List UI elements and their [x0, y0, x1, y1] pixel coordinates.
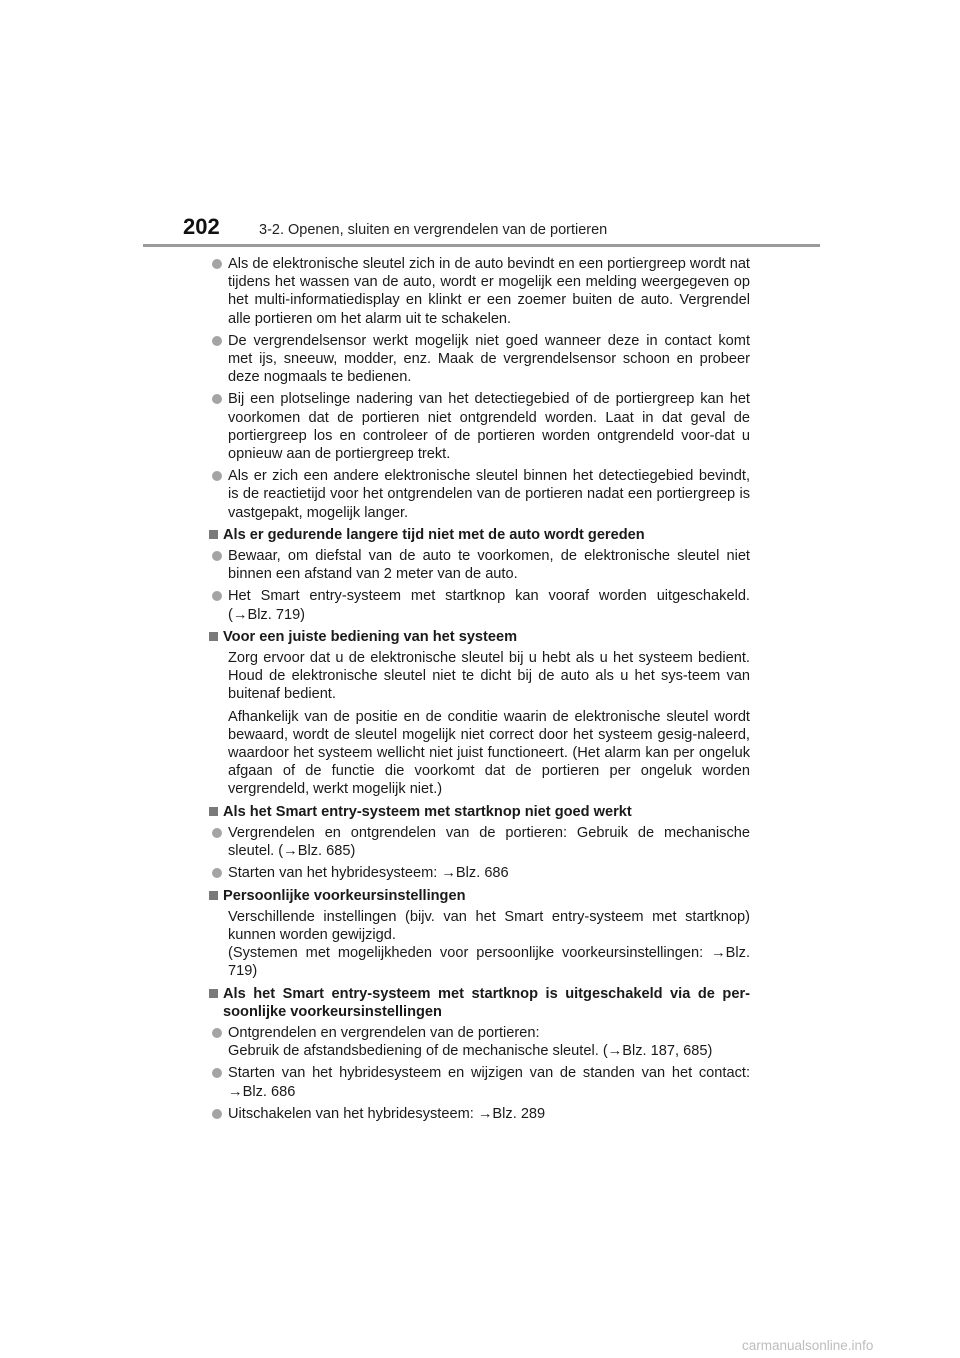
header-divider	[143, 244, 820, 247]
bullet-item: Starten van het hybridesysteem en wijzigen van de standen van het contact: →Blz. 686	[210, 1064, 750, 1100]
bullet-item: Ontgrendelen en vergrendelen van de portieren: Gebruik de afstandsbediening of de mechanische sleutel. (→Blz. 187, 685)	[210, 1024, 750, 1060]
section-heading: Voor een juiste bediening van het systeem	[210, 628, 750, 646]
paragraph: Afhankelijk van de positie en de conditie waarin de elektronische sleutel wordt bewaard, wordt de sleutel mogelijk niet correct door het systeem gesig-naleerd, waardoor het systeem wellicht niet juist functioneert. (Het alarm kan per ongeluk afgaan of de functie die voorkomt dat de portieren per ongeluk worden vergrendeld, werkt mogelijk niet.)	[228, 708, 750, 798]
section-title: 3-2. Openen, sluiten en vergrendelen van de portieren	[259, 222, 608, 238]
bullet-item: Als er zich een andere elektronische sleutel binnen het detectiegebied bevindt, is de reactietijd voor het ontgrendelen van de portieren nadat een portiergreep is vastgepakt, mogelijk langer.	[210, 467, 750, 522]
bullet-item: Uitschakelen van het hybridesysteem: →Blz. 289	[210, 1105, 750, 1123]
watermark: carmanualsonline.info	[742, 1338, 874, 1353]
section-heading: Als het Smart entry-systeem met startknop is uitgeschakeld via de per-soonlijke voorkeursinstellingen	[210, 985, 750, 1021]
bullet-item: Bij een plotselinge nadering van het detectiegebied of de portiergreep kan het voorkomen dat de portieren niet ontgrendeld worden. Laat in dat geval de portiergreep los en controleer of de portieren worden ontgrendeld voor-dat u opnieuw aan de portiergreep trekt.	[210, 390, 750, 463]
bullet-item: De vergrendelsensor werkt mogelijk niet goed wanneer deze in contact komt met ijs, sneeuw, modder, enz. Maak de vergrendelsensor schoon en probeer deze nogmaals te bedienen.	[210, 332, 750, 387]
body-content	[210, 255, 750, 1127]
bullet-item: Starten van het hybridesysteem: →Blz. 686	[210, 864, 750, 882]
bullet-item: Als de elektronische sleutel zich in de auto bevindt en een portiergreep wordt nat tijdens het wassen van de auto, wordt er mogelijk een melding weergegeven op het multi-informatiedisplay en klinkt er een zoemer buiten de auto. Vergrendel alle portieren om het alarm uit te schakelen.	[210, 255, 750, 328]
section-heading: Persoonlijke voorkeursinstellingen	[210, 887, 750, 905]
paragraph: Verschillende instellingen (bijv. van het Smart entry-systeem met startknop) kunnen worden gewijzigd. (Systemen met mogelijkheden voor persoonlijke voorkeursinstellingen: →Blz. 719)	[228, 908, 750, 980]
page-number: 202	[183, 214, 220, 239]
bullet-item: Bewaar, om diefstal van de auto te voorkomen, de elektronische sleutel niet binnen een afstand van 2 meter van de auto.	[210, 547, 750, 583]
bullet-item: Het Smart entry-systeem met startknop kan vooraf worden uitgeschakeld. (→Blz. 719)	[210, 587, 750, 623]
paragraph: Zorg ervoor dat u de elektronische sleutel bij u hebt als u het systeem bedient. Houd de elektronische sleutel niet te dicht bij de auto als u het sys-teem van buitenaf bedient.	[228, 650, 750, 703]
bullet-item: Vergrendelen en ontgrendelen van de portieren: Gebruik de mechanische sleutel. (→Blz. 685)	[210, 824, 750, 860]
page-header	[183, 214, 820, 246]
section-heading: Als het Smart entry-systeem met startknop niet goed werkt	[210, 803, 750, 821]
section-heading: Als er gedurende langere tijd niet met de auto wordt gereden	[210, 526, 750, 544]
